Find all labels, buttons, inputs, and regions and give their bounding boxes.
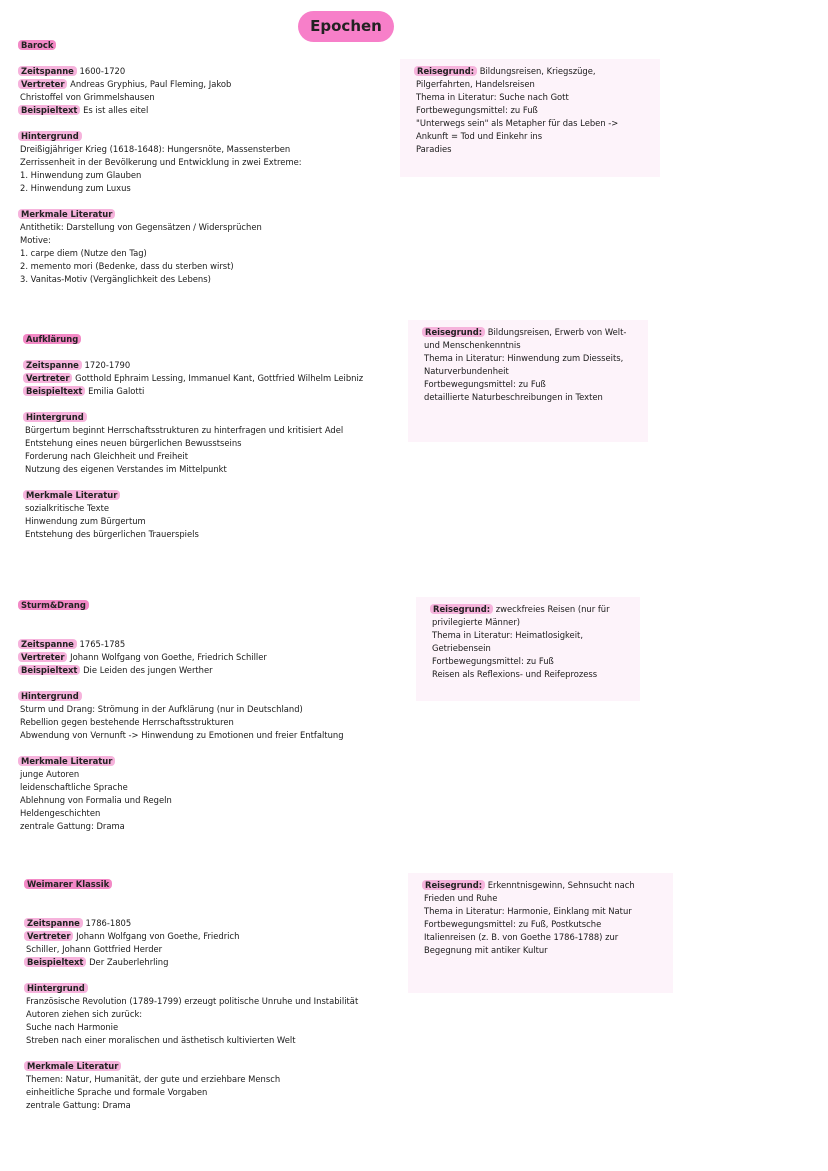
merkmale-item: Hinwendung zum Bürgertum — [25, 516, 146, 526]
reisegrund-item: Frieden und Ruhe — [424, 893, 498, 903]
beispiel-label: Beispieltext — [18, 665, 80, 675]
merkmale-item: einheitliche Sprache und formale Vorgaben — [26, 1087, 208, 1097]
hintergrund-heading — [26, 982, 358, 995]
zeit-label: Zeitspanne — [18, 66, 77, 76]
reisegrund-box — [416, 597, 640, 701]
epoch-heading — [20, 39, 302, 52]
hintergrund-item: Französische Revolution (1789-1799) erzeugt politische Unruhe und Instabilität — [26, 996, 359, 1006]
reisegrund-line — [416, 65, 652, 78]
zeit-label: Zeitspanne — [18, 639, 77, 649]
vertreter-value: Andreas Gryphius, Paul Fleming, Jakob — [70, 79, 232, 89]
merkmale-item: sozialkritische Texte — [25, 503, 110, 513]
zeit-value: 1765-1785 — [79, 639, 126, 649]
beispiel-label: Beispieltext — [23, 386, 85, 396]
spacer — [20, 742, 344, 755]
hintergrund-heading — [20, 690, 344, 703]
reisegrund-item: Fortbewegungsmittel: zu Fuß, Postkutsche — [424, 919, 602, 929]
vertreter-continued: Schiller, Johann Gottfried Herder — [26, 944, 163, 954]
hintergrund-heading — [20, 130, 302, 143]
reisegrund-value: zweckfreies Reisen (nur für — [495, 604, 610, 614]
reisegrund-item: und Menschenkenntnis — [424, 340, 521, 350]
merkmale-heading — [20, 208, 302, 221]
reisegrund-line — [424, 879, 665, 892]
spacer — [26, 969, 358, 982]
vertreter-value: Johann Wolfgang von Goethe, Friedrich — [76, 931, 240, 941]
merkmale-item: 2. memento mori (Bedenke, dass du sterben wirst) — [20, 261, 234, 271]
merkmale-label: Merkmale Literatur — [23, 490, 120, 500]
hintergrund-item: Dreißigjähriger Krieg (1618-1648): Hungersnöte, Massensterben — [20, 144, 291, 154]
reisegrund-item: detaillierte Naturbeschreibungen in Texten — [424, 392, 603, 402]
spacer — [20, 52, 302, 65]
reisegrund-label: Reisegrund: — [422, 327, 485, 337]
reisegrund-item: Fortbewegungsmittel: zu Fuß — [416, 105, 538, 115]
spacer — [20, 677, 344, 690]
spacer — [26, 904, 358, 917]
reisegrund-value: Bildungsreisen, Erwerb von Welt- — [487, 327, 627, 337]
spacer — [25, 346, 363, 359]
hintergrund-label: Hintergrund — [18, 131, 82, 141]
merkmale-item: 1. carpe diem (Nutze den Tag) — [20, 248, 147, 258]
hintergrund-item: Zerrissenheit in der Bevölkerung und Entwicklung in zwei Extreme: — [20, 157, 302, 167]
reisegrund-item: Thema in Literatur: Harmonie, Einklang mit Natur — [424, 906, 632, 916]
merkmale-heading — [20, 755, 344, 768]
merkmale-item: zentrale Gattung: Drama — [20, 821, 125, 831]
beispiel-label: Beispieltext — [24, 957, 86, 967]
reisegrund-item: Begegnung mit antiker Kultur — [424, 945, 548, 955]
reisegrund-line — [424, 326, 640, 339]
beispiel-value: Es ist alles eitel — [83, 105, 149, 115]
vertreter-line — [20, 78, 302, 91]
reisegrund-line — [432, 603, 632, 616]
zeit-value: 1600-1720 — [79, 66, 126, 76]
vertreter-label: Vertreter — [24, 931, 73, 941]
vertreter-label: Vertreter — [18, 79, 67, 89]
hintergrund-item: Bürgertum beginnt Herrschaftsstrukturen zu hinterfragen und kritisiert Adel — [25, 425, 344, 435]
hintergrund-item: Entstehung eines neuen bürgerlichen Bewusstseins — [25, 438, 242, 448]
hintergrund-heading — [25, 411, 363, 424]
zeit-value: 1786-1805 — [85, 918, 132, 928]
spacer — [26, 1047, 358, 1060]
hintergrund-label: Hintergrund — [18, 691, 82, 701]
hintergrund-item: 2. Hinwendung zum Luxus — [20, 183, 131, 193]
reisegrund-item: Thema in Literatur: Suche nach Gott — [416, 92, 569, 102]
vertreter-value: Johann Wolfgang von Goethe, Friedrich Schiller — [70, 652, 267, 662]
merkmale-item: junge Autoren — [20, 769, 80, 779]
reisegrund-box — [400, 59, 660, 177]
reisegrund-label: Reisegrund: — [430, 604, 493, 614]
reisegrund-item: Ankunft = Tod und Einkehr ins — [416, 131, 543, 141]
zeit-line — [20, 638, 344, 651]
vertreter-value: Gotthold Ephraim Lessing, Immanuel Kant, Gottfried Wilhelm Leibniz — [75, 373, 364, 383]
vertreter-continued: Christoffel von Grimmelshausen — [20, 92, 155, 102]
epoch-section — [26, 878, 358, 1112]
beispiel-value: Die Leiden des jungen Werther — [83, 665, 213, 675]
spacer — [20, 625, 344, 638]
reisegrund-value: Erkenntnisgewinn, Sehnsucht nach — [487, 880, 635, 890]
spacer — [25, 476, 363, 489]
zeit-label: Zeitspanne — [23, 360, 82, 370]
spacer — [25, 398, 363, 411]
reisegrund-item: "Unterwegs sein" als Metapher für das Leben -> — [416, 118, 619, 128]
reisegrund-label: Reisegrund: — [414, 66, 477, 76]
reisegrund-item: Fortbewegungsmittel: zu Fuß — [424, 379, 546, 389]
merkmale-item: Heldengeschichten — [20, 808, 101, 818]
epoch-name: Sturm&Drang — [18, 600, 89, 610]
merkmale-label: Merkmale Literatur — [18, 756, 115, 766]
merkmale-item: Antithetik: Darstellung von Gegensätzen / Widersprüchen — [20, 222, 262, 232]
zeit-value: 1720-1790 — [84, 360, 131, 370]
merkmale-heading — [26, 1060, 358, 1073]
beispiel-line — [20, 104, 302, 117]
epoch-heading — [26, 878, 358, 891]
spacer — [26, 891, 358, 904]
merkmale-label: Merkmale Literatur — [18, 209, 115, 219]
reisegrund-item: Pilgerfahrten, Handelsreisen — [416, 79, 535, 89]
merkmale-item: zentrale Gattung: Drama — [26, 1100, 131, 1110]
hintergrund-item: 1. Hinwendung zum Glauben — [20, 170, 142, 180]
beispiel-line — [20, 664, 344, 677]
zeit-line — [25, 359, 363, 372]
reisegrund-item: Paradies — [416, 144, 452, 154]
zeit-line — [26, 917, 358, 930]
reisegrund-item: Thema in Literatur: Hinwendung zum Diesseits, — [424, 353, 624, 363]
vertreter-line — [25, 372, 363, 385]
merkmale-item: 3. Vanitas-Motiv (Vergänglichkeit des Lebens) — [20, 274, 211, 284]
beispiel-line — [26, 956, 358, 969]
merkmale-label: Merkmale Literatur — [24, 1061, 121, 1071]
beispiel-value: Der Zauberlehrling — [89, 957, 169, 967]
spacer — [20, 117, 302, 130]
zeit-label: Zeitspanne — [24, 918, 83, 928]
reisegrund-item: Getriebensein — [432, 643, 491, 653]
reisegrund-box — [408, 320, 648, 442]
hintergrund-item: Forderung nach Gleichheit und Freiheit — [25, 451, 189, 461]
reisegrund-box — [408, 873, 673, 993]
reisegrund-item: Fortbewegungsmittel: zu Fuß — [432, 656, 554, 666]
reisegrund-item: privilegierte Männer) — [432, 617, 521, 627]
merkmale-heading — [25, 489, 363, 502]
vertreter-label: Vertreter — [18, 652, 67, 662]
merkmale-item: Motive: — [20, 235, 51, 245]
reisegrund-item: Thema in Literatur: Heimatlosigkeit, — [432, 630, 583, 640]
hintergrund-item: Sturm und Drang: Strömung in der Aufklärung (nur in Deutschland) — [20, 704, 303, 714]
merkmale-item: leidenschaftliche Sprache — [20, 782, 128, 792]
epoch-name: Barock — [18, 40, 56, 50]
reisegrund-item: Italienreisen (z. B. von Goethe 1786-1788) zur — [424, 932, 619, 942]
page-title: Epochen — [298, 11, 394, 42]
hintergrund-label: Hintergrund — [23, 412, 87, 422]
spacer — [20, 195, 302, 208]
hintergrund-item: Streben nach einer moralischen und ästhetisch kultivierten Welt — [26, 1035, 296, 1045]
reisegrund-value: Bildungsreisen, Kriegszüge, — [479, 66, 596, 76]
merkmale-item: Themen: Natur, Humanität, der gute und erziehbare Mensch — [26, 1074, 281, 1084]
hintergrund-item: Rebellion gegen bestehende Herrschaftsstrukturen — [20, 717, 234, 727]
reisegrund-label: Reisegrund: — [422, 880, 485, 890]
epoch-heading — [20, 599, 344, 612]
epoch-name: Weimarer Klassik — [24, 879, 112, 889]
zeit-line — [20, 65, 302, 78]
hintergrund-item: Autoren ziehen sich zurück: — [26, 1009, 143, 1019]
beispiel-label: Beispieltext — [18, 105, 80, 115]
epoch-name: Aufklärung — [23, 334, 81, 344]
epoch-heading — [25, 333, 363, 346]
beispiel-line — [25, 385, 363, 398]
spacer — [20, 612, 344, 625]
merkmale-item: Entstehung des bürgerlichen Trauerspiels — [25, 529, 199, 539]
reisegrund-item: Naturverbundenheit — [424, 366, 509, 376]
vertreter-label: Vertreter — [23, 373, 72, 383]
hintergrund-label: Hintergrund — [24, 983, 88, 993]
reisegrund-item: Reisen als Reflexions- und Reifeprozess — [432, 669, 598, 679]
vertreter-line — [20, 651, 344, 664]
merkmale-item: Ablehnung von Formalia und Regeln — [20, 795, 172, 805]
hintergrund-item: Suche nach Harmonie — [26, 1022, 119, 1032]
beispiel-value: Emilia Galotti — [88, 386, 145, 396]
hintergrund-item: Abwendung von Vernunft -> Hinwendung zu Emotionen und freier Entfaltung — [20, 730, 344, 740]
epoch-section — [25, 333, 363, 541]
hintergrund-item: Nutzung des eigenen Verstandes im Mittelpunkt — [25, 464, 227, 474]
epoch-section — [20, 599, 344, 833]
epoch-section — [20, 39, 302, 286]
vertreter-line — [26, 930, 358, 943]
